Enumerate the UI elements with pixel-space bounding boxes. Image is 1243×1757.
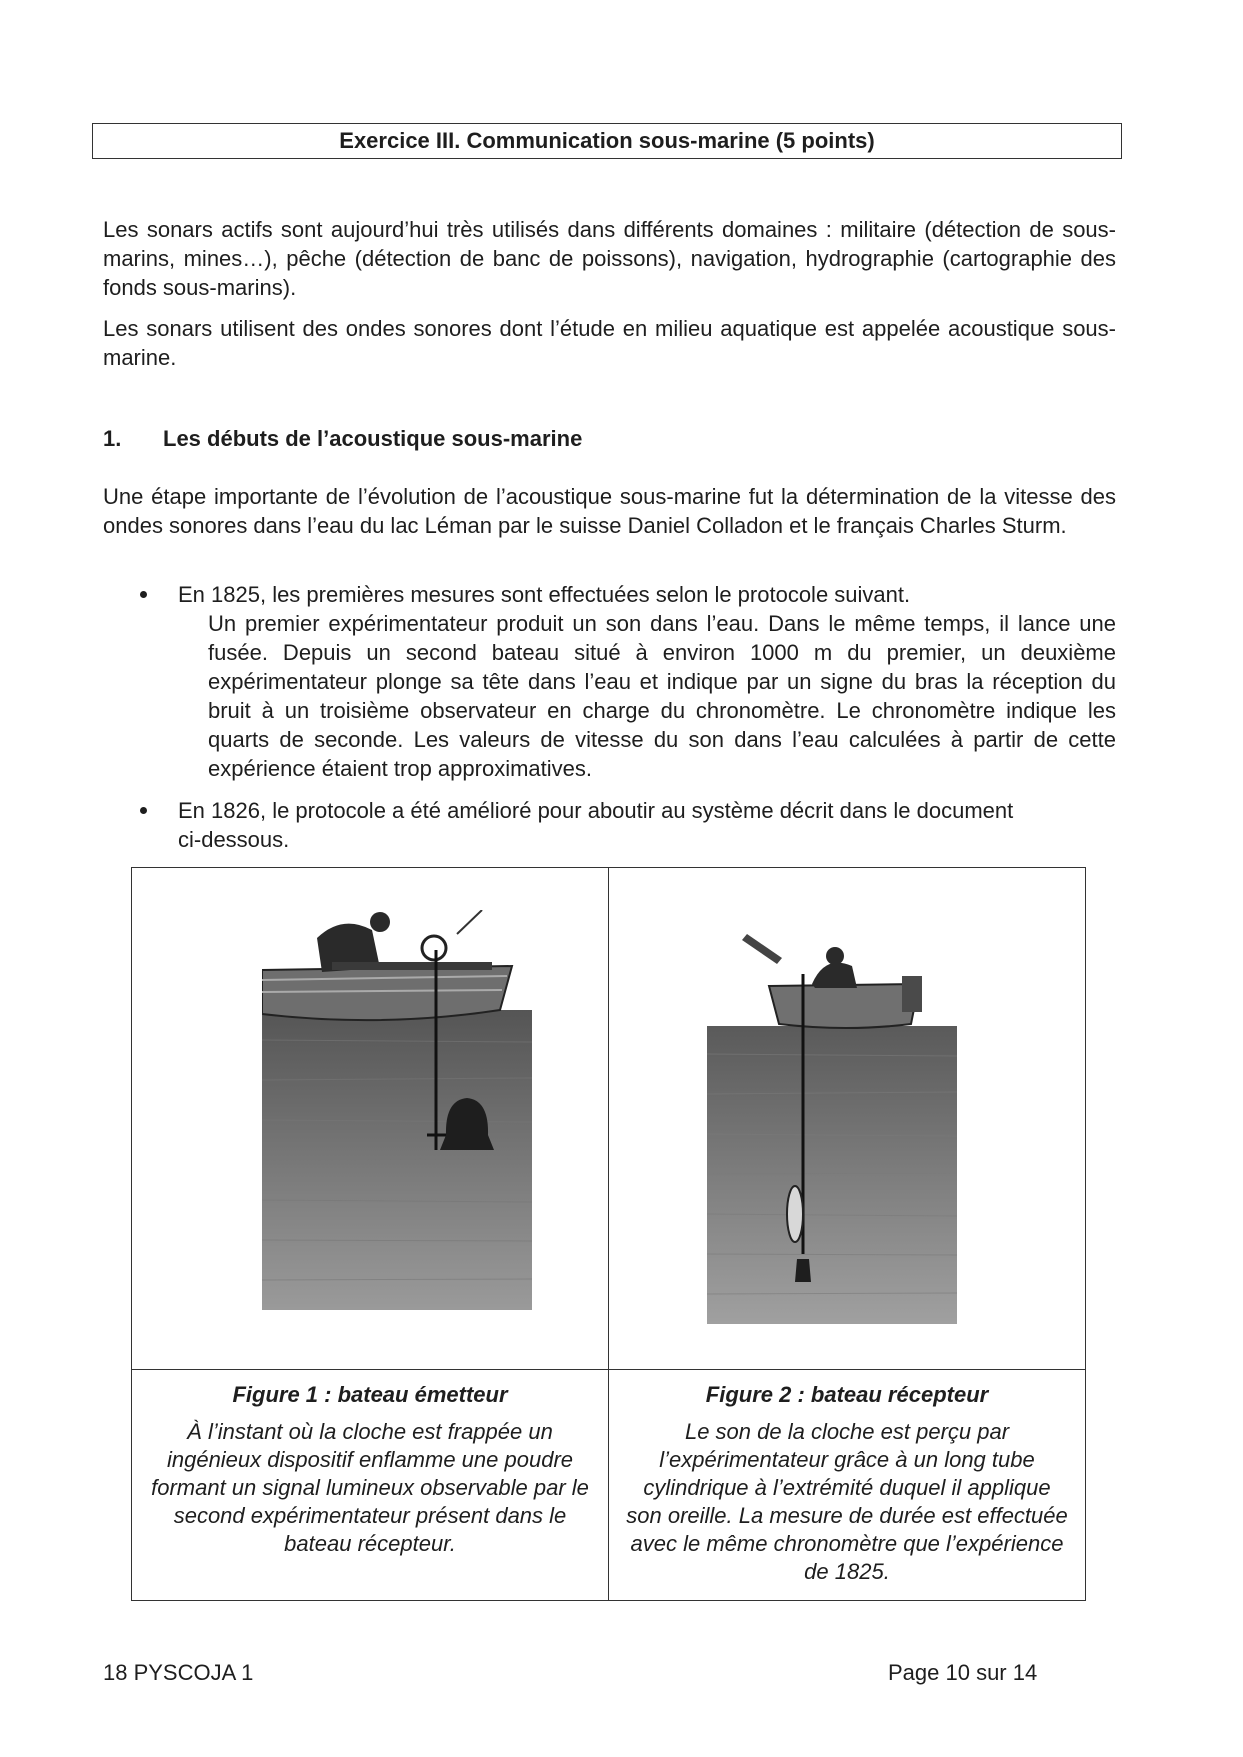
section-title: Les débuts de l’acoustique sous-marine bbox=[163, 426, 583, 451]
receiver-boat-illustration bbox=[707, 914, 957, 1324]
bullet-1825-body: Un premier expérimentateur produit un son dans l’eau. Dans le même temps, il lance une fusée. Depuis un second bateau situé à environ 1000 m du premier, un deuxième expérimentateur plonge sa tête dans l’eau et indique par un signe du bras la réception du bruit à un troisième observateur en charge du chronomètre. Le chronomètre indique les quarts de seconde. Les valeurs de vitesse du son dans l’eau calculées à partir de cette expérience étaient trop approximatives. bbox=[208, 611, 1116, 781]
bullet-dot bbox=[140, 591, 147, 598]
bullet-1826-line2: ci-dessous. bbox=[178, 827, 290, 852]
figure-2-caption bbox=[609, 1369, 1085, 1586]
section-heading bbox=[103, 426, 582, 452]
exercise-title: Exercice III. Communication sous-marine (5 points) bbox=[92, 123, 1122, 159]
emitter-boat-illustration bbox=[262, 910, 532, 1310]
figure-2-text: Le son de la cloche est perçu par l’expérimentateur grâce à un long tube cylindrique à l’extrémité duquel il applique son oreille. La mesure de durée est effectuée avec le même chronomètre que l’expérience de 1825. bbox=[626, 1419, 1068, 1584]
figure-1-title: Figure 1 : bateau émetteur bbox=[232, 1382, 508, 1407]
intro-paragraph-1: Les sonars actifs sont aujourd’hui très utilisés dans différents domaines : militaire (détection de sous-marins, mines…), pêche (détection de banc de poissons), navigation, hydrographie (cartographie des fonds sous-marins). bbox=[103, 217, 1116, 300]
section-number: 1. bbox=[103, 426, 122, 451]
footer-page-number: Page 10 sur 14 bbox=[888, 1660, 1038, 1685]
bullet-1826-line1: En 1826, le protocole a été amélioré pour aboutir au système décrit dans le document bbox=[178, 798, 1014, 823]
bullet-1825 bbox=[140, 580, 1116, 783]
bullet-1826 bbox=[140, 796, 1013, 854]
figure-2-image bbox=[707, 914, 957, 1329]
bullet-dot bbox=[140, 807, 147, 814]
figure-1-text: À l’instant où la cloche est frappée un ingénieux dispositif enflamme une poudre formant un signal lumineux observable par le second expérimentateur présent dans le bateau récepteur. bbox=[151, 1419, 589, 1556]
figure-2-title: Figure 2 : bateau récepteur bbox=[705, 1382, 989, 1407]
bullet-1825-lead: En 1825, les premières mesures sont effectuées selon le protocole suivant. bbox=[178, 582, 911, 607]
figure-1-caption bbox=[132, 1369, 608, 1558]
figure-table bbox=[131, 867, 1086, 1601]
footer-code: 18 PYSCOJA 1 bbox=[103, 1660, 254, 1685]
intro-paragraph-2: Les sonars utilisent des ondes sonores dont l’étude en milieu aquatique est appelée acoustique sous-marine. bbox=[103, 316, 1116, 370]
section-paragraph: Une étape importante de l’évolution de l’acoustique sous-marine fut la détermination de la vitesse des ondes sonores dans l’eau du lac Léman par le suisse Daniel Colladon et le français Charles Sturm. bbox=[103, 484, 1116, 538]
figure-1-image bbox=[262, 910, 532, 1315]
